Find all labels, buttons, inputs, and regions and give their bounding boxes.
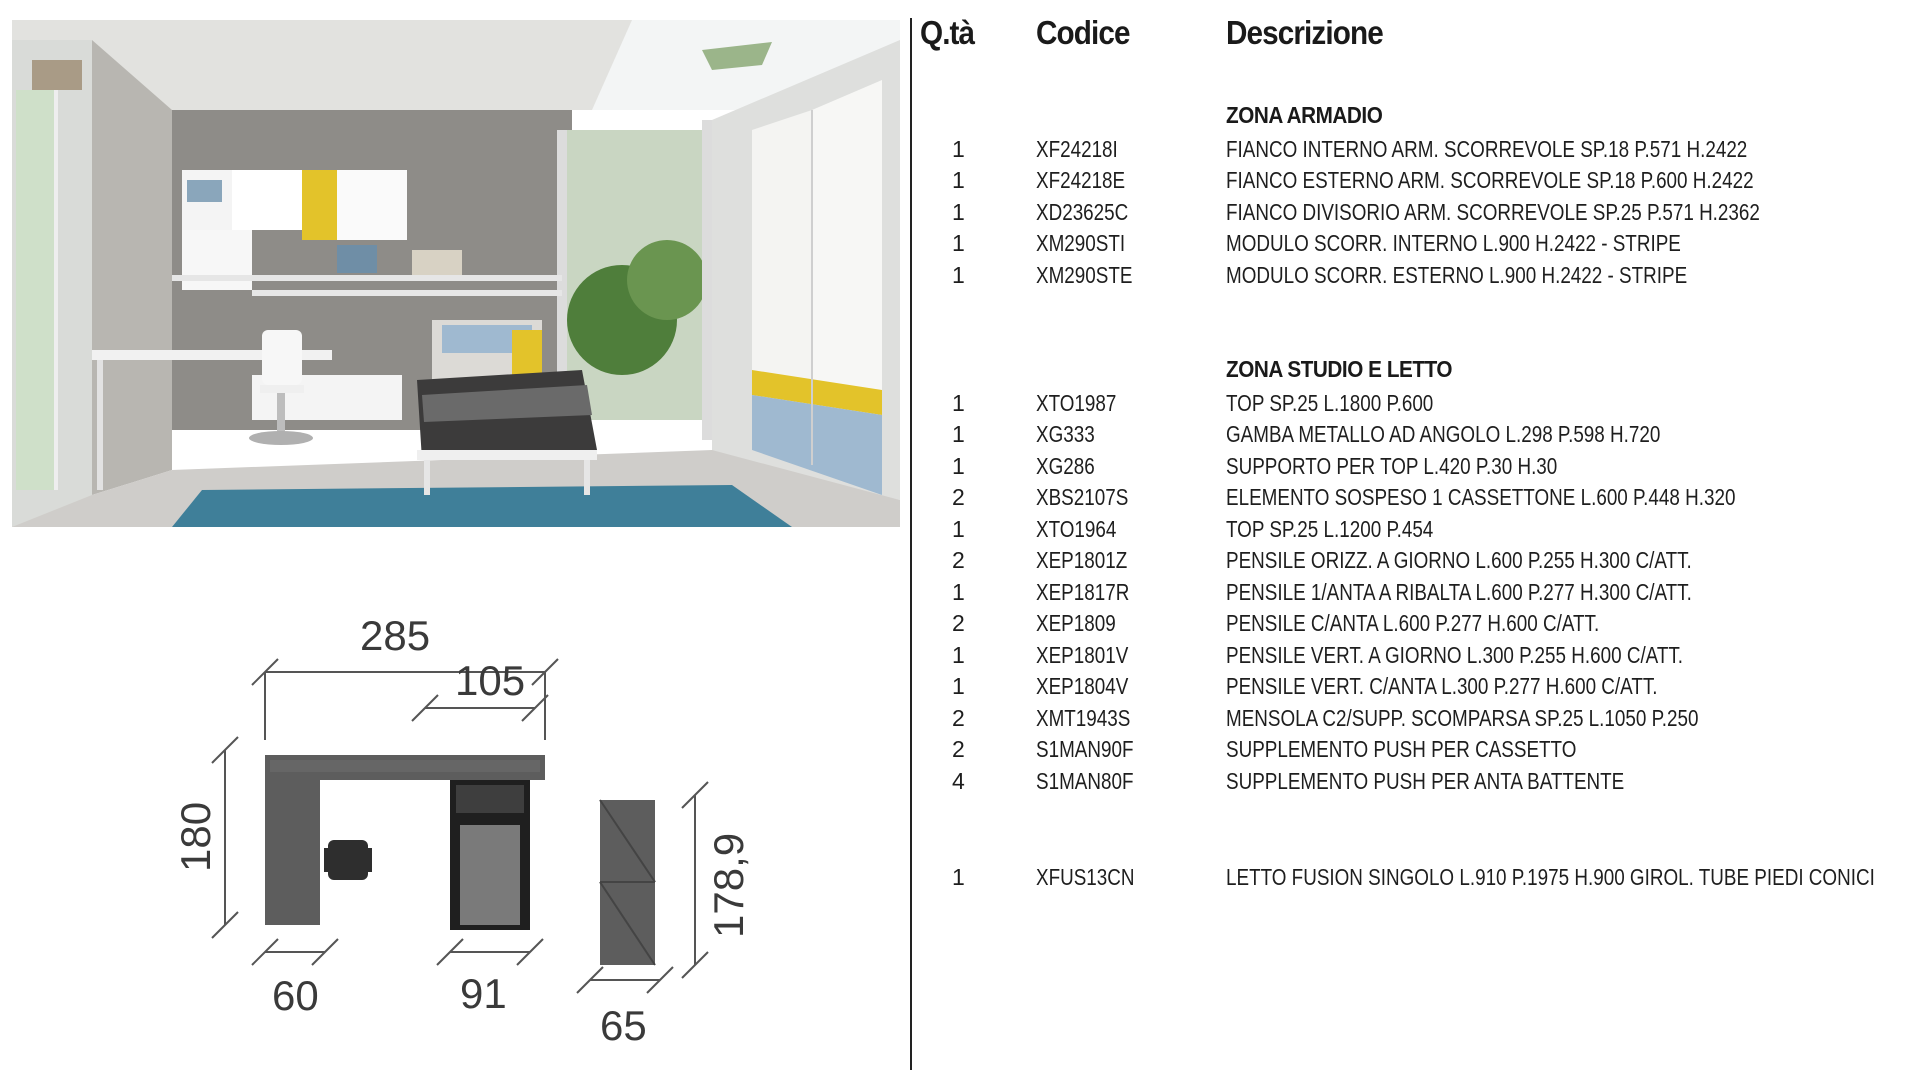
table-row bbox=[920, 734, 1915, 764]
qty-cell: 1 bbox=[952, 135, 965, 162]
code-cell: XG286 bbox=[1036, 452, 1095, 479]
qty-cell: 1 bbox=[952, 452, 965, 479]
description-cell: SUPPLEMENTO PUSH PER CASSETTO bbox=[1226, 736, 1577, 762]
code-cell: XEP1804V bbox=[1036, 673, 1129, 699]
description-cell: PENSILE 1/ANTA A RIBALTA L.600 P.277 H.300 C/ATT. bbox=[1226, 578, 1692, 605]
code-cell: XFUS13CN bbox=[1036, 864, 1135, 890]
description-cell: PENSILE VERT. C/ANTA L.300 P.277 H.600 C/ATT. bbox=[1226, 673, 1658, 699]
header-qty: Q.tà bbox=[920, 14, 975, 51]
table-row bbox=[920, 514, 1915, 544]
description-cell: ELEMENTO SOSPESO 1 CASSETTONE L.600 P.448 H.320 bbox=[1226, 484, 1736, 510]
table-row bbox=[920, 388, 1915, 418]
code-cell: XEP1801V bbox=[1036, 641, 1129, 668]
description-cell: PENSILE C/ANTA L.600 P.277 H.600 C/ATT. bbox=[1226, 610, 1600, 636]
table-row bbox=[920, 608, 1915, 638]
qty-cell: 1 bbox=[952, 261, 965, 288]
qty-cell: 2 bbox=[952, 736, 965, 762]
floor-plan bbox=[160, 610, 760, 1050]
description-cell: MODULO SCORR. ESTERNO L.900 H.2422 - STRIPE bbox=[1226, 261, 1688, 288]
dimension-total-width: 285 bbox=[360, 612, 431, 659]
table-row bbox=[920, 165, 1915, 195]
dimension-bed-zone-width: 105 bbox=[455, 657, 526, 704]
table-row bbox=[920, 260, 1915, 290]
table-row bbox=[920, 671, 1915, 701]
description-cell: PENSILE ORIZZ. A GIORNO L.600 P.255 H.300 C/ATT. bbox=[1226, 547, 1692, 573]
description-cell: SUPPORTO PER TOP L.420 P.30 H.30 bbox=[1226, 452, 1558, 479]
code-cell: S1MAN90F bbox=[1036, 736, 1134, 762]
table-row bbox=[920, 134, 1915, 164]
qty-cell: 1 bbox=[952, 515, 965, 542]
qty-cell: 1 bbox=[952, 673, 965, 699]
description-cell: FIANCO ESTERNO ARM. SCORREVOLE SP.18 P.600 H.2422 bbox=[1226, 167, 1754, 193]
table-row bbox=[920, 545, 1915, 575]
code-cell: XG333 bbox=[1036, 421, 1095, 447]
table-row bbox=[920, 577, 1915, 607]
dimension-wardrobe-depth: 65 bbox=[600, 1002, 647, 1049]
dimension-depth: 180 bbox=[172, 801, 219, 872]
qty-cell: 1 bbox=[952, 198, 965, 225]
code-cell: XEP1809 bbox=[1036, 610, 1116, 636]
table-row bbox=[920, 482, 1915, 512]
qty-cell: 1 bbox=[952, 641, 965, 668]
dimension-wardrobe-length: 178,9 bbox=[705, 832, 752, 938]
code-cell: XTO1987 bbox=[1036, 389, 1117, 416]
qty-cell: 2 bbox=[952, 484, 965, 510]
description-cell: MODULO SCORR. INTERNO L.900 H.2422 - STRIPE bbox=[1226, 230, 1681, 256]
code-cell: XF24218I bbox=[1036, 135, 1118, 162]
description-cell: FIANCO INTERNO ARM. SCORREVOLE SP.18 P.571 H.2422 bbox=[1226, 135, 1748, 162]
header-description: Descrizione bbox=[1226, 14, 1383, 51]
code-cell: XM290STE bbox=[1036, 261, 1133, 288]
room-photo bbox=[12, 20, 900, 527]
description-cell: MENSOLA C2/SUPP. SCOMPARSA SP.25 L.1050 P.250 bbox=[1226, 704, 1699, 731]
table-row bbox=[920, 197, 1915, 227]
parts-table bbox=[920, 14, 1915, 1074]
qty-cell: 1 bbox=[952, 230, 965, 256]
table-row bbox=[920, 766, 1915, 796]
header-code: Codice bbox=[1036, 14, 1130, 51]
table-row bbox=[920, 419, 1915, 449]
qty-cell: 1 bbox=[952, 578, 965, 605]
qty-cell: 4 bbox=[952, 767, 965, 794]
code-cell: S1MAN80F bbox=[1036, 767, 1134, 794]
code-cell: XF24218E bbox=[1036, 167, 1126, 193]
qty-cell: 2 bbox=[952, 547, 965, 573]
code-cell: XEP1801Z bbox=[1036, 547, 1128, 573]
dimension-bed-width: 91 bbox=[460, 970, 507, 1017]
description-cell: SUPPLEMENTO PUSH PER ANTA BATTENTE bbox=[1226, 767, 1625, 794]
qty-cell: 1 bbox=[952, 167, 965, 193]
section-title: ZONA ARMADIO bbox=[1226, 102, 1383, 128]
description-cell: GAMBA METALLO AD ANGOLO L.298 P.598 H.720 bbox=[1226, 421, 1661, 447]
table-row bbox=[920, 451, 1915, 481]
qty-cell: 2 bbox=[952, 704, 965, 731]
code-cell: XEP1817R bbox=[1036, 578, 1130, 605]
code-cell: XD23625C bbox=[1036, 198, 1129, 225]
table-row bbox=[920, 703, 1915, 733]
description-cell: PENSILE VERT. A GIORNO L.300 P.255 H.600 C/ATT. bbox=[1226, 641, 1684, 668]
description-cell: FIANCO DIVISORIO ARM. SCORREVOLE SP.25 P.571 H.2362 bbox=[1226, 198, 1760, 225]
qty-cell: 2 bbox=[952, 610, 965, 636]
qty-cell: 1 bbox=[952, 421, 965, 447]
description-cell: TOP SP.25 L.1800 P.600 bbox=[1226, 389, 1434, 416]
code-cell: XM290STI bbox=[1036, 230, 1126, 256]
qty-cell: 1 bbox=[952, 389, 965, 416]
table-row bbox=[920, 228, 1915, 258]
qty-cell: 1 bbox=[952, 864, 965, 890]
description-cell: TOP SP.25 L.1200 P.454 bbox=[1226, 515, 1434, 542]
code-cell: XTO1964 bbox=[1036, 515, 1117, 542]
description-cell: LETTO FUSION SINGOLO L.910 P.1975 H.900 GIROL. TUBE PIEDI CONICI bbox=[1226, 864, 1875, 890]
section-title: ZONA STUDIO E LETTO bbox=[1226, 356, 1453, 382]
dimension-desk-depth: 60 bbox=[272, 972, 319, 1019]
column-divider bbox=[910, 18, 912, 1070]
table-row bbox=[920, 862, 1915, 892]
code-cell: XBS2107S bbox=[1036, 484, 1129, 510]
table-row bbox=[920, 640, 1915, 670]
code-cell: XMT1943S bbox=[1036, 704, 1131, 731]
